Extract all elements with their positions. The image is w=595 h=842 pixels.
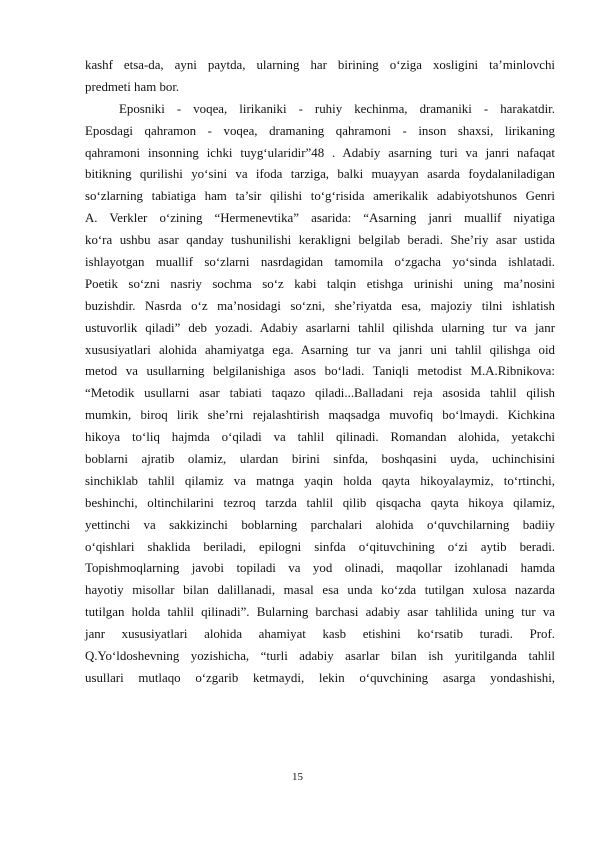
text-line: qahramoni insonning ichki tuyg‘ularidir”48 . Adabiy asarning turi va janri nafaqat — [85, 145, 555, 160]
text-line: Eposdagi qahramon - voqea, dramaning qahramoni - inson shaxsi, lirikaning — [85, 123, 555, 138]
text-line: buzishdir. Nasrda o‘z ma’nosidagi so‘zni, she’riyatda esa, majoziy tilni ishlatish — [85, 298, 555, 313]
text-line: janr xususiyatlari alohida ahamiyat kasb etishini ko‘rsatib turadi. Prof. — [85, 627, 555, 642]
text-line: so‘zlarning tabiatiga ham ta’sir qilishi to‘g‘risida amerikalik adabiyotshunos Genri — [85, 189, 555, 204]
text-line: o‘qishlari shaklida beriladi, epilogni sinfda o‘qituvchining o‘zi aytib beradi. — [85, 539, 555, 554]
text-line: kashf etsa-da, ayni paytda, ularning har birining o‘ziga xosligini ta’minlovchi — [85, 58, 555, 72]
text-line: ustuvorlik qiladi” deb yozadi. Adabiy asarlarni tahlil qilishda ularning tur va janr — [85, 320, 555, 335]
text-line: sinchiklab tahlil qilamiz va matnga yaqin holda qayta hikoyalaymiz, to‘rtinchi, — [85, 473, 555, 488]
text-line: Q.Yo‘ldoshevning yozishicha, “turli adabiy asarlar bilan ish yuritilganda tahlil — [85, 649, 555, 664]
text-line: Topishmoqlarning javobi topiladi va yod olinadi, maqollar izohlanadi hamda — [85, 561, 555, 576]
text-line: metod va usullarning belgilanishiga asos bo‘ladi. Taniqli metodist M.A.Ribnikova: — [85, 364, 555, 379]
text-line: mumkin, biroq lirik she’rni rejalashtirish maqsadga muvofiq bo‘lmaydi. Kichkina — [85, 408, 555, 423]
text-line: hikoya to‘liq hajmda o‘qiladi va tahlil qilinadi. Romandan alohida, yetakchi — [85, 430, 555, 445]
text-line: predmeti ham bor. — [85, 79, 180, 94]
text-line: Eposniki - voqea, lirikaniki - ruhiy kechinma, dramaniki - harakatdir. — [119, 101, 555, 116]
text-line: tutilgan holda tahlil qilinadi”. Bularning barchasi adabiy asar tahlilida uning tur va — [85, 605, 555, 620]
text-line: ko‘ra ushbu asar qanday tushunilishi kerakligni belgilab beradi. She’riy asar ustida — [85, 233, 555, 248]
text-line: hayotiy misollar bilan dalillanadi, masal esa unda ko‘zda tutilgan xulosa nazarda — [85, 583, 555, 598]
text-line: Poetik so‘zni nasriy sochma so‘z kabi talqin etishga urinishi uning ma’nosini — [85, 276, 555, 291]
text-line: ishlayotgan muallif so‘zlarni nasrdagidan tamomila o‘zgacha yo‘sinda ishlatadi. — [85, 255, 555, 270]
text-line: xususiyatlari alohida ahamiyatga ega. Asarning tur va janri uni tahlil qilishga oid — [85, 342, 555, 357]
text-line: beshinchi, oltinchilarini tezroq tarzda tahlil qilib qisqacha qayta hikoya qilamiz, — [85, 495, 555, 510]
text-line: bitikning qurilishi yo‘sini va ifoda tarziga, balki muayyan asarda foydalaniladigan — [85, 167, 555, 182]
text-line: A. Verkler o‘zining “Hermenevtika” asarida: “Asarning janri muallif niyatiga — [85, 211, 555, 226]
text-line: usullari mutlaqo o‘zgarib ketmaydi, lekin o‘quvchining asarga yondashishi, — [85, 670, 555, 685]
body-text — [85, 55, 555, 690]
page-number: 15 — [292, 771, 303, 783]
text-line: “Metodik usullarni asar tabiati taqazo qiladi...Balladani reja asosida tahlil qilish — [85, 386, 555, 401]
text-line: yettinchi va sakkizinchi boblarning parchalari alohida o‘quvchilarning badiiy — [85, 517, 555, 532]
text-line: boblarni ajratib olamiz, ulardan birini sinfda, boshqasini uyda, uchinchisini — [85, 452, 555, 467]
